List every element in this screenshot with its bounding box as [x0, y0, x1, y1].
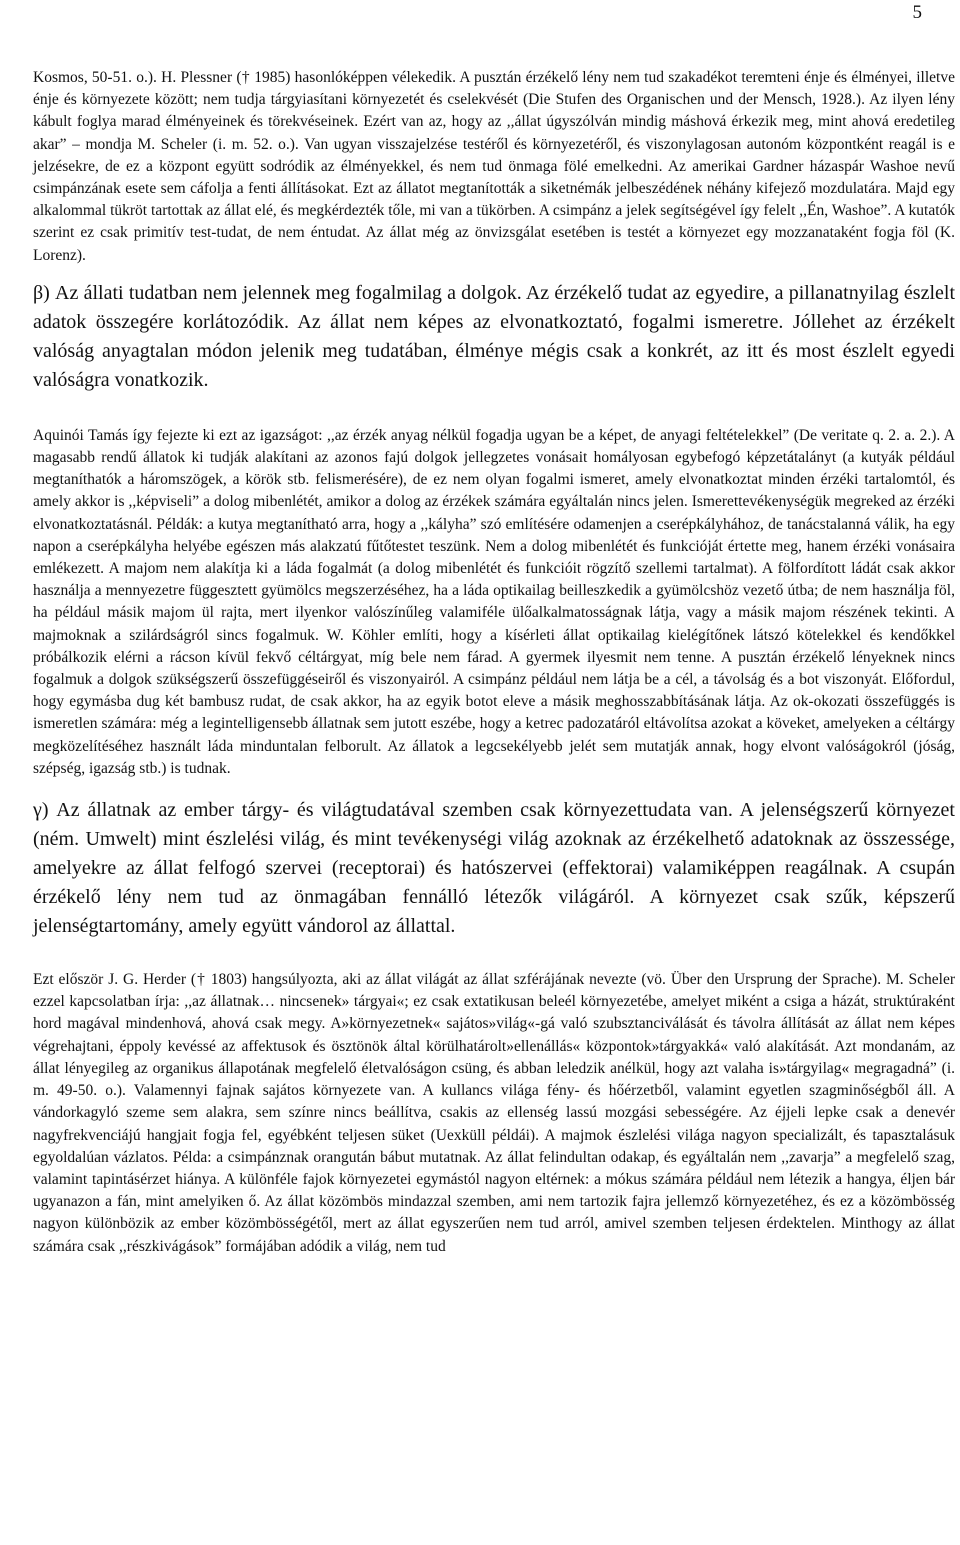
- paragraph-gamma-environment: γ) Az állatnak az ember tárgy- és világtudatával szemben csak környezettudata van. A jelenségszerű környezet (ném. Umwelt) mint észlelési világ, és mint tevékenységi világ azoknak az érzékelhető adatoknak az összessége, amelyekre az állat felfogó szervei (receptorai) és hatószervei (effektorai) valamiképpen reagálnak. A csupán érzékelő lény nem tud az önmagában fennálló létezők világáról. A környezet csak szűk, képszerű jelenségtartomány, amely együtt vándorol az állattal.: [33, 799, 955, 938]
- document-body: [33, 67, 955, 1258]
- paragraph-herder-uexkull: Ezt először J. G. Herder († 1803) hangsúlyozta, aki az állat világát az állat szférájának nevezte (vö. Über den Ursprung der Sprache). M. Scheler ezzel kapcsolatban írja: ,,az állatnak… nincsenek» tárgyai«; ez csak extatikusan beleél környezetébe, amelyet miként a csiga a házát, struktúraként hord magával mindenhová, ahová csak megy. A»környezetnek« sajátos»világ«-gá való szubsztanciválását és távolra állítását az állat nem képes végrehajtani, éppoly kevéssé az affektusok és ösztönök által körülhatárolt»ellenállás« központok»tárgyakká« való alakítását. Azt mondanám, az állat lényegileg az organikus állapotának megfelelő életvalóságon csüng, és abban leledzik anélkül, hogy azt valaha is»tárgyilag« megragadná” (i. m. 49-50. o.). Valamennyi fajnak sajátos környezete van. A kullancs világa fény- és hőérzetből, valamint egyetlen szagminőségből áll. A vándorkagyló szeme sem alakra, sem színre nincs beállítva, csakis az ellenség lassú mozgási sebességére. Az éjjeli lepke csak a denevér nagyfrekvenciájú hangjait fogja fel, egyébként teljesen süket (Uexküll példái). A majmok észlelési világa nagyon specializált, és tapasztalásuk egyoldalúan vázlatos. Példa: a csimpánznak orangután bábut mutatnak. Az állat felindultan odakap, és egyáltalán nem ,,zavarja” a megfelelő szag, valamint tapintásérzet hiánya. A különféle fajok környezetei egymástól nagyon eltérnek: a mókus számára például nem létezik a hangya, éljen bár ugyanazon a fán, mint amelyiken ő. Az állat közömbös mindazzal szemben, ami nem tartozik fajra jellemző környezetéhez, és ez a közömbösség nagyon különbözik az ember közömbösségétől, mert az állat egyszerűen nem tud arról, amivel szemben teljesen érdektelen. Minthogy az állat számára csak ,,részkivágások” formájában adódik a világ, nem tud: [33, 971, 955, 1255]
- paragraph-aquinas-examples: Aquinói Tamás így fejezte ki ezt az igazságot: ,,az érzék anyag nélkül fogadja ugyan be a képet, de anyagi feltételekkel” (De veritate q. 2. a. 2.). A magasabb rendű állatok ki tudják alakítani az azonos fajú dolgok jellegzetes vonásait homályosan egybefogó képzetátalányt (a kutyák például megtaníthatók a háromszögek, a körök stb. felismerésére), de ez nem olyan fogalmi ismeret, amely elvonatkoztat minden érzéki tartalomtól, és amely akkor is ,,képviseli” a dolog mibenlétét, amikor a dolog az érzékek számára egyáltalán nincs jelen. Ismerettevékenységük megreked az érzéki elvonatkoztatásnál. Példák: a kutya megtanítható arra, hogy a ,,kályha” szó említésére odamenjen a cserépkályhához, de tanácstalanná válik, ha egy napon a cserépkályha helyébe egészen más alakzatú fűtőtestet teszünk. Nem a dolog mibenlétét és funkcióját értette meg, hanem érzéki vonásaira emlékezett. A majom nem alakítja ki a láda fogalmát (a dolog mibenlétét és funkcióit rögzítő szellemi tartalmat). A fölfordított ládát csak akkor használja a mennyezetre függesztett gyümölcs megszerzéséhez, ha a láda optikailag beilleszkedik a gyümölcshöz vezető útba; de nem használja föl, ha például másik majom ül rajta, mert ilyenkor valószínűleg valamiféle ülőalkalmatosságnak látja, vagy a másik majom részének tekinti. A majmoknak a szilárdságról sincs fogalmuk. W. Köhler említi, hogy a kísérleti állat optikailag kielégítőnek látszó kötelekkel és kendőkkel próbálkozik elérni a rácson kívül fekvő céltárgyat, míg bele nem fárad. A gyermek ilyesmit nem tenne. A pusztán érzékelő lényeknek nincs fogalmuk a dolgok szükségszerű összefüggéseiről és viszonyairól. A csimpánz például nem látja be a cél, a távolság és a bot viszonyát. Előfordul, hogy egymásba dug két bambusz rudat, de csak akkor, ha az egyik botot eleve a másik meghosszabbításának látja. Az ok-okozati összefüggés is ismeretlen számára: még a legintelligensebb állatnak sem jutott eszébe, hogy a ketrec padozatáról eltávolítsa azokat a köveket, amelyeken a céltárgy megközelítéséhez használt láda minduntalan felborult. Az állatok a legcsekélyebb jelét sem mutatják annak, hogy elvont valóságokról (jóság, szépség, igazság stb.) is tudnak.: [33, 426, 955, 777]
- paragraph-plessner-scheler: Kosmos, 50-51. o.). H. Plessner († 1985) hasonlóképpen vélekedik. A pusztán érzékelő lény nem tud szakadékot teremteni énje és élményei, illetve énje és környezete között; nem tudja tárgyiasítani környezetét és cselekvését (Die Stufen des Organischen und der Mensch, 1928.). Az ilyen lény kábult foglya marad élményeinek és törekvéseinek. Ezért van az, hogy az ,,állat úgyszólván mindig máshová érkezik meg, mint ahová eredetileg akar” – mondja M. Scheler (i. m. 52. o.). Van ugyan visszajelzése testéről és környezetéről, és viszonylagosan autonóm központként reagál is e jelzésekre, de ez a központ együtt sodródik az élményekkel, és nem tud önmaga fölé emelkedni. Az amerikai Gardner házaspár Washoe nevű csimpánzának esete sem cáfolja a fenti állításokat. Ezt az állatot megtanították a siketnémák jelbeszédének néhány kifejező mozdulatára. Majd egy alkalommal tükröt tartottak az állat elé, és megkérdezték tőle, mi van a tükörben. A csimpánz a jelek segítségével így felelt ,,Én, Washoe”. A kutatók szerint ez csak primitív test-tudat, de nem éntudat. Az állat még az önvizsgálat esetében is testét a környezet egy mozzanataként fogja föl (K. Lorenz).: [33, 69, 955, 264]
- paragraph-beta-conceptual: β) Az állati tudatban nem jelennek meg fogalmilag a dolgok. Az érzékelő tudat az egyedire, a pillanatnyilag észlelt adatok összegére korlátozódik. Az állat nem képes az elvonatkoztató, fogalmi ismeretre. Jóllehet az érzékelt valóság anyagtalan módon jelenik meg tudatában, élménye mégis csak a konkrét, az itt és most észlelt egyedi valóságra vonatkozik.: [33, 281, 955, 391]
- page-number: 5: [912, 2, 922, 23]
